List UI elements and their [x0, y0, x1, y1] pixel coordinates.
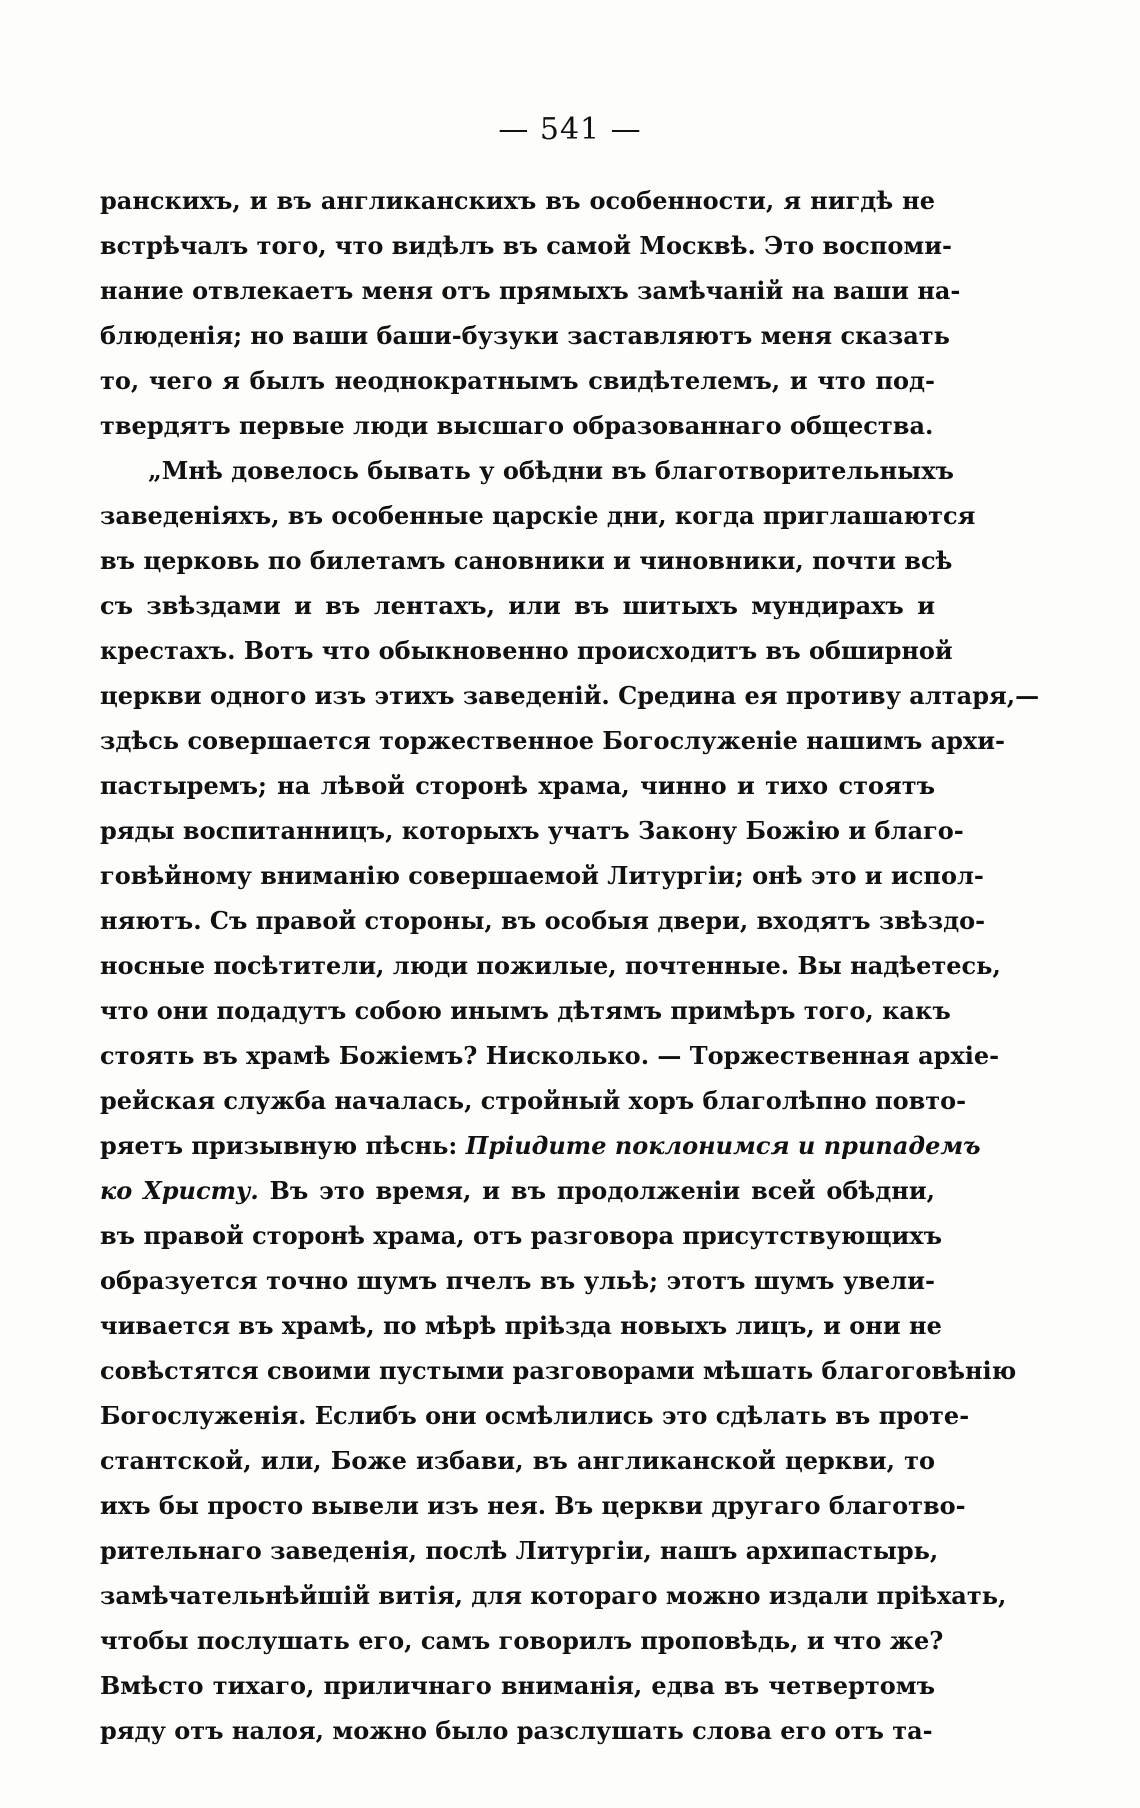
text-line: нание отвлекаетъ меня отъ прямыхъ замѣчаній на ваши на-	[100, 276, 961, 305]
text-line: чтобы послушать его, самъ говорилъ проповѣдь, и что же?	[100, 1626, 944, 1655]
text-span: Въ это время, и въ продолженіи всей обѣдни,	[258, 1176, 935, 1205]
text-line: стоять въ храмѣ Божіемъ? Нисколько. — Торжественная архіе-	[100, 1041, 1000, 1070]
body-text	[100, 178, 1040, 1753]
text-line: чивается въ храмѣ, по мѣрѣ пріѣзда новыхъ лицъ, и они не	[100, 1311, 942, 1340]
text-line: заведеніяхъ, въ особенные царскіе дни, когда приглашаются	[100, 501, 976, 530]
text-line: говѣйному вниманію совершаемой Литургіи; онѣ это и испол-	[100, 861, 984, 890]
text-line: церкви одного изъ этихъ заведеній. Средина ея противу алтаря,—	[100, 681, 1040, 710]
text-line: блюденія; но ваши баши-бузуки заставляютъ меня сказать	[100, 321, 950, 350]
text-line: ряду отъ налоя, можно было разслушать слова его отъ та-	[100, 1716, 933, 1745]
text-line: въ церковь по билетамъ сановники и чиновники, почти всѣ	[100, 546, 953, 575]
text-line: твердятъ первые люди высшаго образованнаго общества.	[100, 411, 934, 440]
text-line: ранскихъ, и въ англиканскихъ въ особенности, я нигдѣ не	[100, 186, 935, 215]
text-line: рейская служба началась, стройный хоръ благолѣпно повто-	[100, 1086, 967, 1115]
text-line: Богослуженія. Еслибъ они осмѣлились это сдѣлать въ проте-	[100, 1401, 970, 1430]
text-line: „Мнѣ довелось бывать у обѣдни въ благотворительныхъ	[148, 456, 954, 485]
italic-phrase: Пріидите поклонимся и припадемъ	[465, 1131, 981, 1160]
text-line: рительнаго заведенія, послѣ Литургіи, нашъ архипастырь,	[100, 1536, 939, 1565]
text-line: стантской, или, Боже избави, въ англиканской церкви, то	[100, 1446, 935, 1475]
text-line: замѣчательнѣйшій витія, для котораго можно издали пріѣхать,	[100, 1581, 1007, 1610]
text-line: въ правой сторонѣ храма, отъ разговора присутствующихъ	[100, 1221, 943, 1250]
text-line: крестахъ. Вотъ что обыкновенно происходитъ въ обширной	[100, 636, 953, 665]
italic-phrase: ко Христу.	[100, 1176, 259, 1205]
text-line	[100, 1168, 935, 1213]
text-line: встрѣчалъ того, что видѣлъ въ самой Москвѣ. Это воспоми-	[100, 231, 952, 260]
text-line: пастыремъ; на лѣвой сторонѣ храма, чинно и тихо стоятъ	[100, 771, 935, 800]
text-line: няютъ. Съ правой стороны, въ особыя двери, входятъ звѣздо-	[100, 906, 986, 935]
text-line: то, чего я былъ неоднократнымъ свидѣтелемъ, и что под-	[100, 366, 935, 395]
text-line: съ звѣздами и въ лентахъ, или въ шитыхъ мундирахъ и	[100, 591, 935, 620]
text-line: Вмѣсто тихаго, приличнаго вниманія, едва въ четвертомъ	[100, 1671, 935, 1700]
page-number: — 541 —	[498, 112, 642, 147]
text-line: здѣсь совершается торжественное Богослуженіе нашимъ архи-	[100, 726, 1006, 755]
text-span: ряетъ призывную пѣснь:	[100, 1131, 466, 1160]
text-line: ихъ бы просто вывели изъ нея. Въ церкви другаго благотво-	[100, 1491, 966, 1520]
text-line: образуется точно шумъ пчелъ въ ульѣ; этотъ шумъ увели-	[100, 1266, 935, 1295]
text-line: ряды воспитанницъ, которыхъ учатъ Закону Божію и благо-	[100, 816, 964, 845]
text-line: носные посѣтители, люди пожилые, почтенные. Вы надѣетесь,	[100, 951, 1001, 980]
text-line: совѣстятся своими пустыми разговорами мѣшать благоговѣнію	[100, 1356, 1017, 1385]
text-line: что они подадутъ собою инымъ дѣтямъ примѣръ того, какъ	[100, 996, 951, 1025]
text-line-with-italic	[100, 1123, 981, 1168]
